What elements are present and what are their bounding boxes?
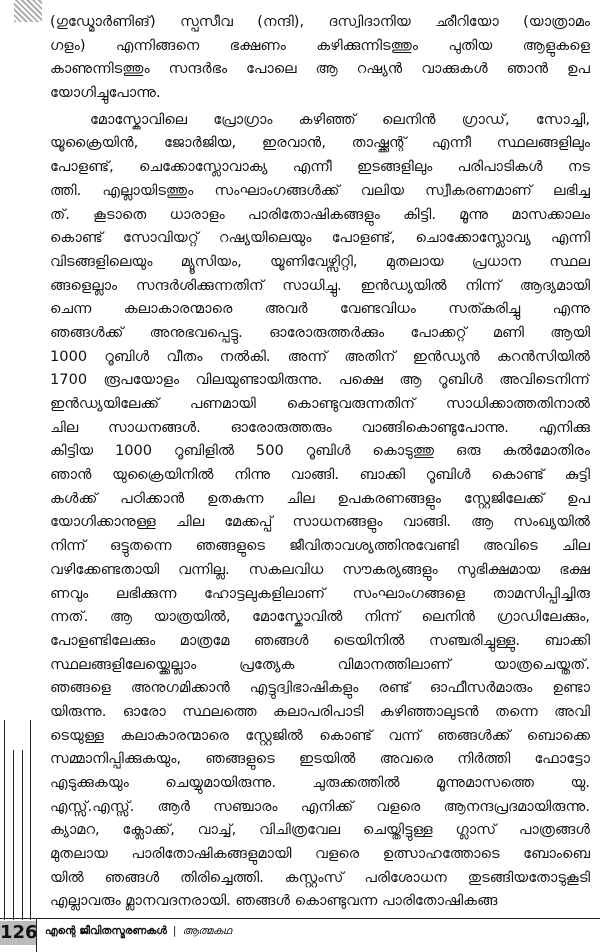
text-line: ഞാൻ യുക്രൈയിനിൽ നിന്നു വാങ്ങി. ബാക്കി റൂബിൾ കൊണ്ട് കുട്ടി bbox=[50, 466, 590, 484]
corner-ornament bbox=[14, 0, 42, 22]
text-line: ഞങ്ങളെ അനുഗമിക്കാൻ എട്ടുദ്വിഭാഷികളും രണ്ട് ഓഫീസർമാരും ഉണ്ടാ bbox=[50, 679, 590, 697]
text-line: കൊണ്ട് സോവിയറ്റ് റഷ്യയിലെയും പോളണ്ട്, ചൊക്കോസ്ലോവ്യ എന്നി bbox=[50, 229, 590, 247]
text-line: മുതലായ പാരിതോഷികങ്ങളുമായി വളരെ ഉത്സാഹത്തോടെ ബോംബെ bbox=[50, 845, 590, 863]
text-line: എല്ലാവരും മ്ലാനവദനരായി. ഞങ്ങൾ കൊണ്ടുവന്ന പാരിതോഷികങ്ങ bbox=[50, 892, 498, 910]
text-line: ഞങ്ങൾക്ക് അനുഭവപ്പെട്ടു. ഓരോരുത്തർക്കും പോക്കറ്റ് മണി ആയി bbox=[50, 323, 590, 341]
text-line: യൂക്രൈയിൻ, ജോർജിയ, ഇരവാൻ, താഷ്ക്കന്റ് എന്നീ സ്ഥലങ്ങളിലും bbox=[50, 134, 590, 152]
text-line: സ്ഥലങ്ങളിലേയ്ക്കെല്ലാം പ്രത്യേക വിമാനത്തിലാണ് യാത്രചെയ്തത്. bbox=[50, 655, 590, 673]
footer-rule bbox=[0, 918, 600, 919]
book-title: എന്റെ ജീവിതസ്മരണകൾ bbox=[45, 925, 167, 937]
text-line: കൾക്ക് പഠിക്കാൻ ഉതകുന്ന ചില ഉപകരണങ്ങളും സ്റ്റേജിലേക്ക് ഉപ bbox=[50, 489, 590, 507]
text-line: ടെയുള്ള കലാകാരന്മാരെ സ്റ്റേജിൽ കൊണ്ട് വന്ന് ഞങ്ങൾക്ക് ബൊക്കെ bbox=[50, 726, 590, 744]
text-line: യിൽ ഞങ്ങൾ തിരിച്ചെത്തി. കസ്റ്റംസ് പരിശോധന തുടങ്ങിയതോടുകൂടി bbox=[50, 868, 590, 886]
text-line: ത്തി. എല്ലായിടത്തും സംഘാംഗങ്ങൾക്ക് വലിയ സ്വീകരണമാണ് ലഭിച്ച bbox=[50, 181, 590, 199]
text-line: 1700 രൂപയോളം വിലയുണ്ടായിരുന്നു. പക്ഷെ ആ റൂബിൾ അവിടെനിന്ന് bbox=[50, 371, 590, 389]
text-line: യിരുന്നു. ഓരോ സ്ഥലത്തെ കലാപരിപാടി കഴിഞ്ഞാലുടൻ തന്നെ അവി bbox=[50, 702, 590, 720]
text-line: പോളണ്ട്, ചെക്കോസ്ലോവാക്യ എന്നീ ഇടങ്ങളിലും പരിപാടികൾ നട bbox=[50, 158, 590, 176]
margin-decoration-lines bbox=[4, 720, 33, 920]
page-number: 126 bbox=[0, 922, 38, 943]
text-line: 1000 റൂബിൾ വീതം നൽകി. അന്ന് അതിന് ഇൻഡ്യൻ കറൻസിയിൽ bbox=[50, 347, 590, 365]
text-line: ണവും ലഭിക്കുന്ന ഹോട്ടലുകളിലാണ് സംഘാംഗങ്ങളെ താമസിപ്പിച്ചിരു bbox=[50, 584, 590, 602]
paragraph bbox=[50, 108, 590, 913]
text-line: ഇൻഡ്യയിലേക്ക് പണമായി കൊണ്ടുവരുന്നതിന് സാധിക്കാത്തതിനാൽ bbox=[50, 395, 590, 412]
text-line: കാണുന്നിടത്തും സന്ദർഭം പോലെ ആ റഷ്യൻ വാക്കുകൾ ഞാൻ ഉപ bbox=[50, 60, 590, 78]
text-line: (ഗുഡ്മോർണിങ്) സ്പസീവ (നന്ദി), ദസ്വിദാനിയ ഛീറിയോ (യാത്രാമം bbox=[50, 13, 590, 30]
text-line: ചെന്ന കലാകാരന്മാരെ അവർ വേണ്ടവിധം സത്കരിച്ചു എന്നു bbox=[50, 300, 590, 318]
text-line: ക്യാമറ, ക്ലോക്ക്, വാച്ച്, വിചിത്രവേല ചെയ്തിട്ടുള്ള ഗ്ലാസ് പാത്രങ്ങൾ bbox=[50, 821, 590, 839]
text-line: എസ്സ്.എസ്സ്. ആർ സഞ്ചാരം എനിക്ക് വളരെ ആനന്ദപ്രദമായിരുന്നു. bbox=[50, 797, 590, 815]
text-line: മോസ്കോവിലെ പ്രോഗ്രാം കഴിഞ്ഞ് ലെനിൻ ഗ്രാഡ്, സോച്ചി, bbox=[90, 110, 590, 128]
text-line: പോളണ്ടിലേക്കും മാത്രമേ ഞങ്ങൾ ട്രെയിനിൽ സഞ്ചരിച്ചുള്ളു. ബാക്കി bbox=[50, 631, 590, 649]
text-line: ഗളം) എന്നിങ്ങനെ ഭക്ഷണം കഴിക്കുന്നിടത്തും പുതിയ ആളുകളെ bbox=[50, 36, 590, 54]
running-footer bbox=[45, 925, 232, 938]
paragraph bbox=[50, 10, 590, 105]
text-line: കിട്ടിയ 1000 റൂബിളിൽ 500 റൂബിൾ കൊടുത്തു ഒരു കൽമോതിരം bbox=[50, 442, 590, 460]
text-line: ന്നത്. ആ യാത്രയിൽ, മോസ്കോവിൽ നിന്ന് ലെനിൻ ഗ്രാഡിലേക്കും, bbox=[50, 608, 590, 626]
page-body bbox=[50, 10, 590, 913]
text-line: എടുക്കുകയും ചെയ്യുമായിരുന്നു. ചുരുക്കത്തിൽ മൂന്നുമാസത്തെ യു. bbox=[50, 774, 590, 791]
text-line: വിടങ്ങളിലെയും മ്യൂസിയം, യൂണിവേഴ്സിറ്റി, മുതലായ പ്രധാന സ്ഥല bbox=[50, 252, 590, 270]
footer-separator: | bbox=[172, 925, 177, 937]
text-line: യോഗിച്ചുപോന്നു. bbox=[50, 84, 161, 102]
text-line: യോഗിക്കാനുള്ള ചില മേക്കപ്പ് സാധനങ്ങളും വാങ്ങി. ആ സംഖ്യയിൽ bbox=[50, 513, 590, 531]
text-line: ചില സാധനങ്ങൾ. ഓരോരുത്തരും വാങ്ങികൊണ്ടുപോന്നു. എനിക്കു bbox=[50, 418, 590, 436]
footer-divider bbox=[36, 918, 37, 952]
book-subtitle: ആത്മകഥ bbox=[182, 925, 232, 937]
text-line: വഴിക്കേണ്ടതായി വന്നില്ല. സകലവിധ സൗകര്യങ്ങളും സുഭിക്ഷമായ ഭക്ഷ bbox=[50, 560, 590, 578]
text-line: നിന്ന് ഒട്ടുതന്നെ ഞങ്ങളുടെ ജീവിതാവശ്യത്തിനുവേണ്ടി അവിടെ ചില bbox=[50, 537, 590, 555]
text-line: ങ്ങളെല്ലാം സന്ദർശിക്കുന്നതിന് സാധിച്ചു. ഇൻഡ്യയിൽ നിന്ന് ആദ്യമായി bbox=[50, 276, 590, 294]
text-line: സമ്മാനിപ്പിക്കുകയും, ഞങ്ങളുടെ ഇടയിൽ അവരെ നിർത്തി ഫോട്ടോ bbox=[50, 750, 590, 768]
text-line: ത്. കൂടാതെ ധാരാളം പാരിതോഷികങ്ങളും കിട്ടി. മൂന്നു മാസക്കാലം bbox=[50, 205, 590, 223]
